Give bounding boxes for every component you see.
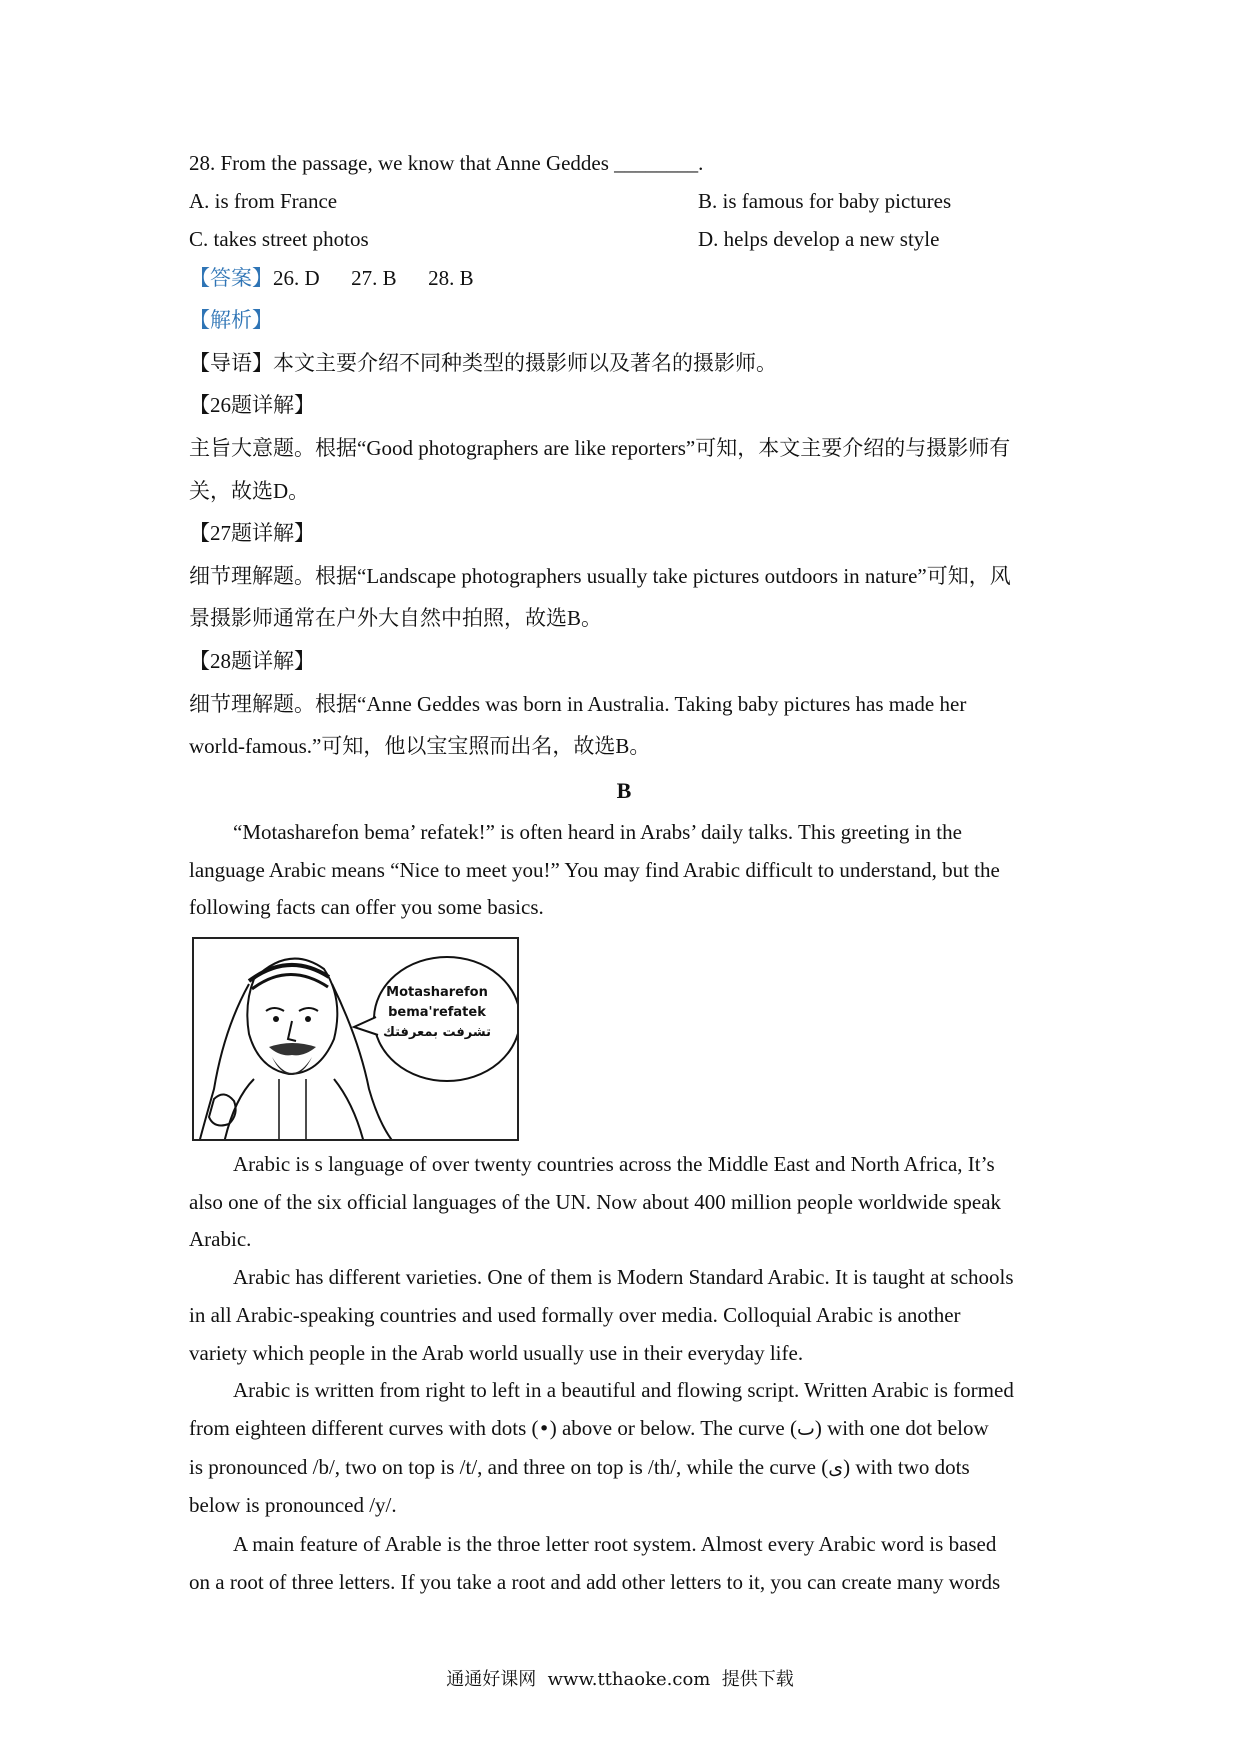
q28-explanation-line1: 细节理解题。根据“Anne Geddes was born in Australia. Taking baby pictures has made her: [189, 692, 967, 716]
passage-p1-line1: “Motasharefon bema’ refatek!” is often heard in Arabs’ daily talks. This greeting in the: [233, 820, 962, 844]
analysis-intro: 【导语】本文主要介绍不同种类型的摄影师以及著名的摄影师。: [189, 351, 777, 375]
q26-explanation-line2: 关，故选D。: [189, 479, 310, 503]
passage-p1-line3: following facts can offer you some basics.: [189, 895, 544, 919]
q28-explanation-line2: world-famous.”可知，他以宝宝照而出名，故选B。: [189, 734, 651, 758]
question-28-stem: 28. From the passage, we know that Anne Geddes ________.: [189, 151, 704, 175]
option-c: C. takes street photos: [189, 227, 369, 251]
passage-p5-line2: on a root of three letters. If you take a root and add other letters to it, you can create many words: [189, 1570, 1001, 1594]
q27-explanation-line2: 景摄影师通常在户外大自然中拍照，故选B。: [189, 606, 603, 630]
passage-p3-line3: variety which people in the Arab world usually use in their everyday life.: [189, 1341, 804, 1365]
passage-p2-line3: Arabic.: [189, 1227, 252, 1251]
q27-heading: 【27题详解】: [189, 521, 315, 545]
passage-p4-line2: [189, 1414, 1059, 1443]
passage-p5-line1: A main feature of Arable is the throe letter root system. Almost every Arabic word is based: [233, 1532, 997, 1556]
answer-row: [189, 264, 1059, 292]
q27-explanation-line1: 细节理解题。根据“Landscape photographers usually take pictures outdoors in nature”可知，风: [189, 564, 1011, 588]
bubble-line-1: Motasharefon: [386, 985, 488, 1000]
curve-y-glyph: ى: [828, 1457, 844, 1479]
section-heading: B: [616, 778, 632, 803]
q26-explanation-line1: 主旨大意题。根据“Good photographers are like reporters”可知，本文主要介绍的与摄影师有: [189, 436, 1011, 460]
arab-man-illustration: [192, 937, 519, 1141]
passage-p4-line4: below is pronounced /y/.: [189, 1493, 397, 1517]
passage-p3-line2: in all Arabic-speaking countries and used formally over media. Colloquial Arabic is another: [189, 1303, 961, 1327]
q28-heading: 【28题详解】: [189, 649, 315, 673]
dot-glyph: •: [538, 1418, 550, 1440]
analysis-label: 【解析】: [189, 308, 273, 332]
speech-bubble-text: [377, 983, 497, 1043]
passage-p2-line1: Arabic is s language of over twenty countries across the Middle East and North Africa, It’s: [233, 1152, 995, 1176]
bubble-line-2: bema'refatek: [388, 1005, 486, 1020]
option-a: A. is from France: [189, 189, 338, 213]
passage-p3-line1: Arabic has different varieties. One of them is Modern Standard Arabic. It is taught at schools: [233, 1265, 1014, 1289]
passage-p2-line2: also one of the six official languages of the UN. Now about 400 million people worldwide speak: [189, 1190, 1002, 1214]
bubble-line-3: تشرفت بمعرفتك: [383, 1025, 491, 1040]
p4-line2-part1: from eighteen different curves with dots (: [189, 1416, 539, 1440]
passage-p4-line3: [189, 1453, 1059, 1482]
passage-p1-line2: language Arabic means “Nice to meet you!” You may find Arabic difficult to understand, but the: [189, 858, 1000, 882]
p4-line2-part3: ) with one dot below: [814, 1416, 989, 1440]
page-footer: 通通好课网 www.tthaoke.com 提供下载: [446, 1669, 794, 1690]
p4-line3-part1: is pronounced /b/, two on top is /t/, and three on top is /th/, while the curve (: [189, 1455, 829, 1479]
option-b: B. is famous for baby pictures: [698, 189, 952, 213]
q26-heading: 【26题详解】: [189, 393, 315, 417]
answer-label: 【答案】: [189, 266, 273, 290]
curve-b-glyph: ٮ: [796, 1418, 815, 1440]
passage-p4-line1: Arabic is written from right to left in a beautiful and flowing script. Written Arabic is formed: [233, 1378, 1014, 1402]
answer-text: 26. D 27. B 28. B: [273, 266, 474, 290]
p4-line3-part2: ) with two dots: [843, 1455, 970, 1479]
option-d: D. helps develop a new style: [698, 227, 940, 251]
p4-line2-part2: ) above or below. The curve (: [549, 1416, 797, 1440]
